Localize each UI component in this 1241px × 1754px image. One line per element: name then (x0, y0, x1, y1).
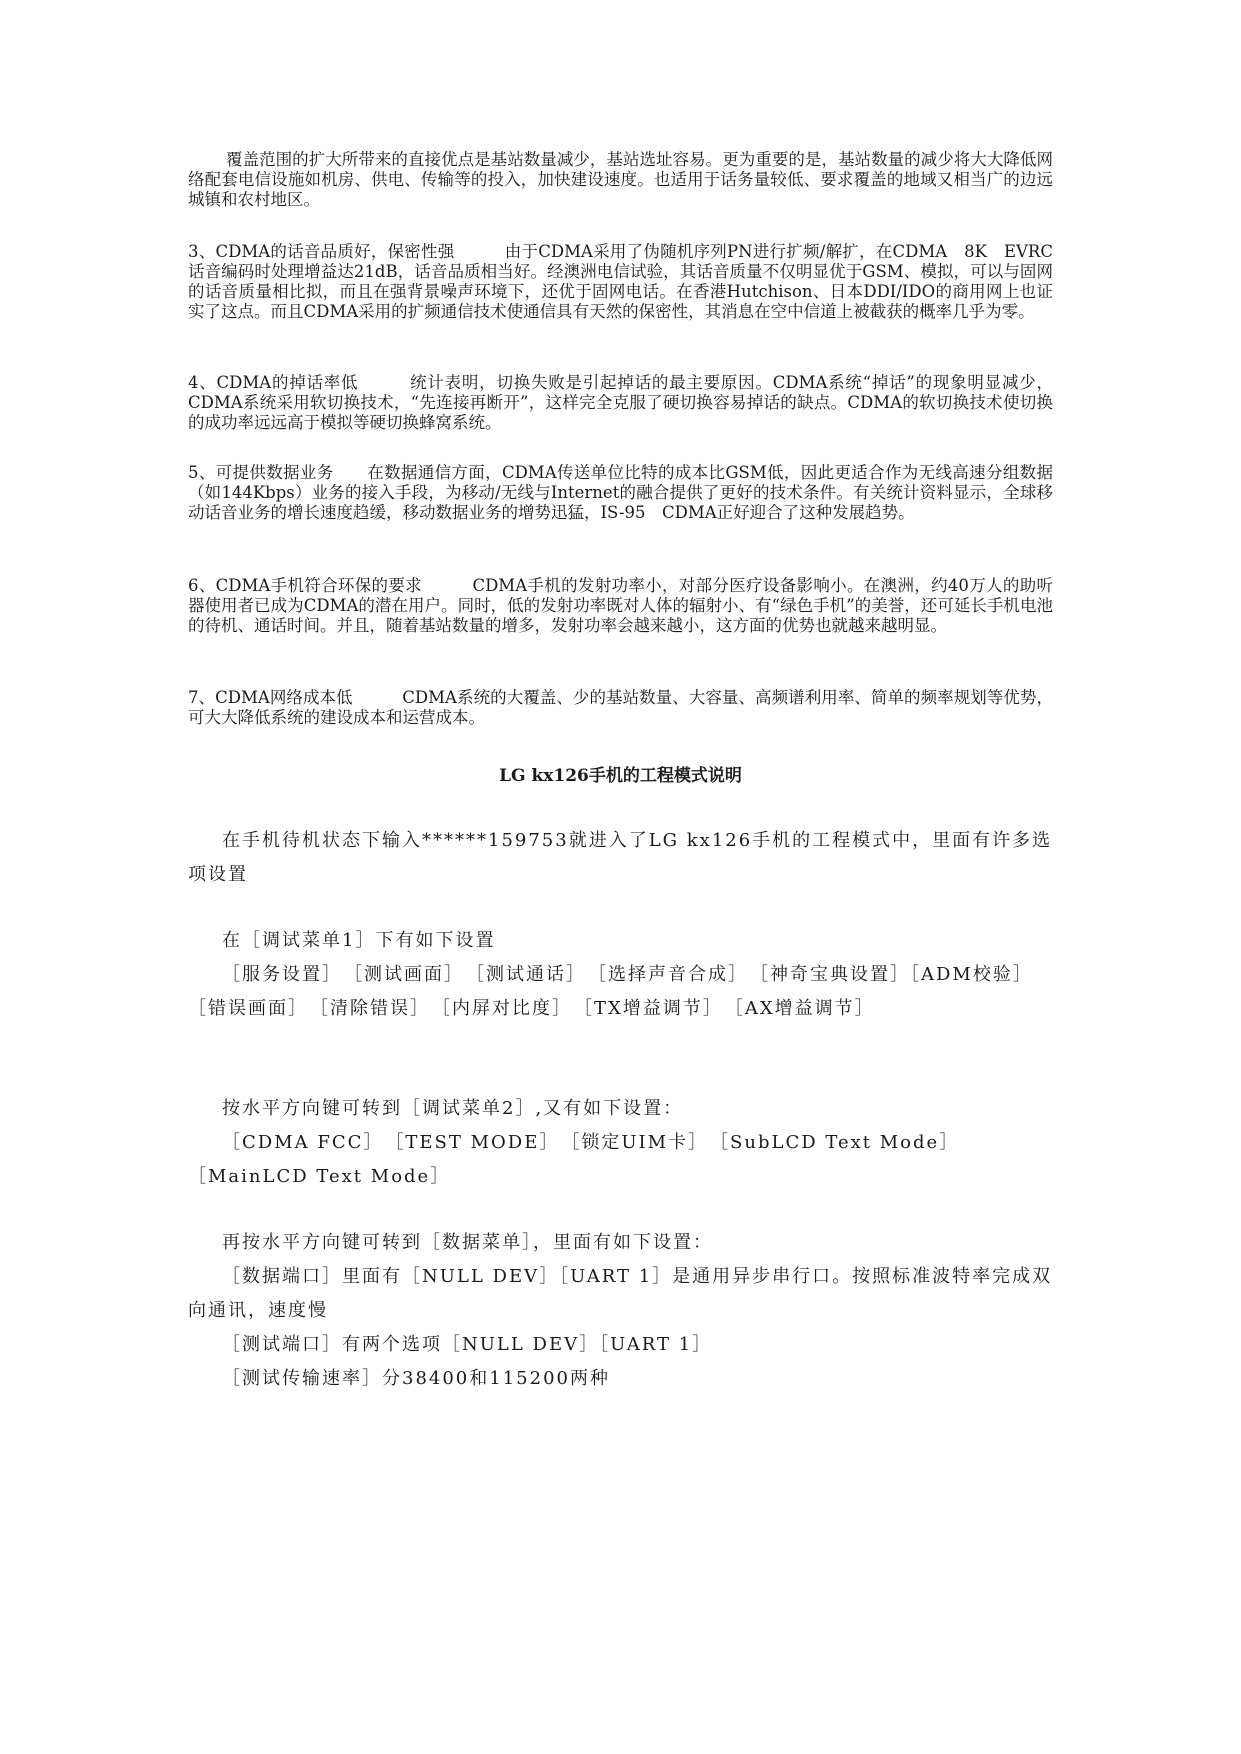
item-4-drop-rate: 4、CDMA的掉话率低 统计表明，切换失败是引起掉话的最主要原因。CDMA系统“掉话”的现象明显减少，CDMA系统采用软切换技术，“先连接再断开”，这样完全克服了硬切换容易掉话的缺点。CDMA的软切换技术使切换的成功率远远高于模拟等硬切换蜂窝系统。 (188, 373, 1053, 432)
item-5-data-service: 5、可提供数据业务 在数据通信方面，CDMA传送单位比特的成本比GSM低，因此更适合作为无线高速分组数据（如144Kbps）业务的接入手段，为移动/无线与Internet的融合提供了更好的技术条件。有关统计资料显示，全球移动话音业务的增长速度趋缓，移动数据业务的增势迅猛，IS-95 CDMA正好迎合了这种发展趋势。 (188, 463, 1053, 522)
coverage-paragraph: 覆盖范围的扩大所带来的直接优点是基站数量减少，基站选址容易。更为重要的是，基站数量的减少将大大降低网络配套电信设施如机房、供电、传输等的投入，加快建设速度。也适用于话务量较低、要求覆盖的地域又相当广的边远城镇和农村地区。 (188, 150, 1053, 209)
test-port-item: ［测试端口］有两个选项［NULL DEV］［UART 1］ (222, 1334, 713, 1355)
menu1-heading: 在［调试菜单1］下有如下设置 (222, 930, 496, 951)
menu1-items: ［服务设置］ ［测试画面］ ［测试通话］ ［选择声音合成］ ［神奇宝典设置］［ADM校验］ ［错误画面］ ［清除错误］ ［内屏对比度］ ［TX增益调节］ ［AX增益调节］ (188, 964, 1044, 1019)
test-rate-item: ［测试传输速率］分38400和115200两种 (222, 1368, 610, 1389)
menu2-heading: 按水平方向键可转到［调试菜单2］,又有如下设置： (222, 1098, 684, 1119)
item-3-voice-quality: 3、CDMA的话音品质好，保密性强 由于CDMA采用了伪随机序列PN进行扩频/解扩，在CDMA 8K EVRC话音编码时处理增益达21dB，话音品质相当好。经澳洲电信试验，其话音质量不仅明显优于GSM、模拟，可以与固网的话音质量相比拟，而且在强背景噪声环境下，还优于固网电话。在香港Hutchison、日本DDI/IDO的商用网上也证实了这点。而且CDMA采用的扩频通信技术使通信具有天然的保密性，其消息在空中信道上被截获的概率几乎为零。 (188, 242, 1053, 321)
menu2-items: ［CDMA FCC］ ［TEST MODE］ ［锁定UIM卡］ ［SubLCD Text Mode］ ［MainLCD Text Mode］ (188, 1132, 971, 1187)
engineering-mode-intro: 在手机待机状态下输入******159753就进入了LG kx126手机的工程模式中，里面有许多选项设置 (188, 830, 1053, 885)
data-menu-heading: 再按水平方向键可转到［数据菜单］，里面有如下设置： (222, 1232, 713, 1253)
item-6-environment: 6、CDMA手机符合环保的要求 CDMA手机的发射功率小，对部分医疗设备影响小。在澳洲，约40万人的助听器使用者已成为CDMA的潜在用户。同时，低的发射功率既对人体的辐射小、有“绿色手机”的美誉，还可延长手机电池的待机、通话时间。并且，随着基站数量的增多，发射功率会越来越小，这方面的优势也就越来越明显。 (188, 576, 1053, 635)
item-7-network-cost: 7、CDMA网络成本低 CDMA系统的大覆盖、少的基站数量、大容量、高频谱利用率、简单的频率规划等优势，可大大降低系统的建设成本和运营成本。 (188, 688, 1053, 727)
section-title: LG kx126手机的工程模式说明 (499, 766, 742, 786)
data-port-item: ［数据端口］里面有［NULL DEV］［UART 1］是通用异步串行口。按照标准波特率完成双向通讯，速度慢 (188, 1266, 1053, 1321)
